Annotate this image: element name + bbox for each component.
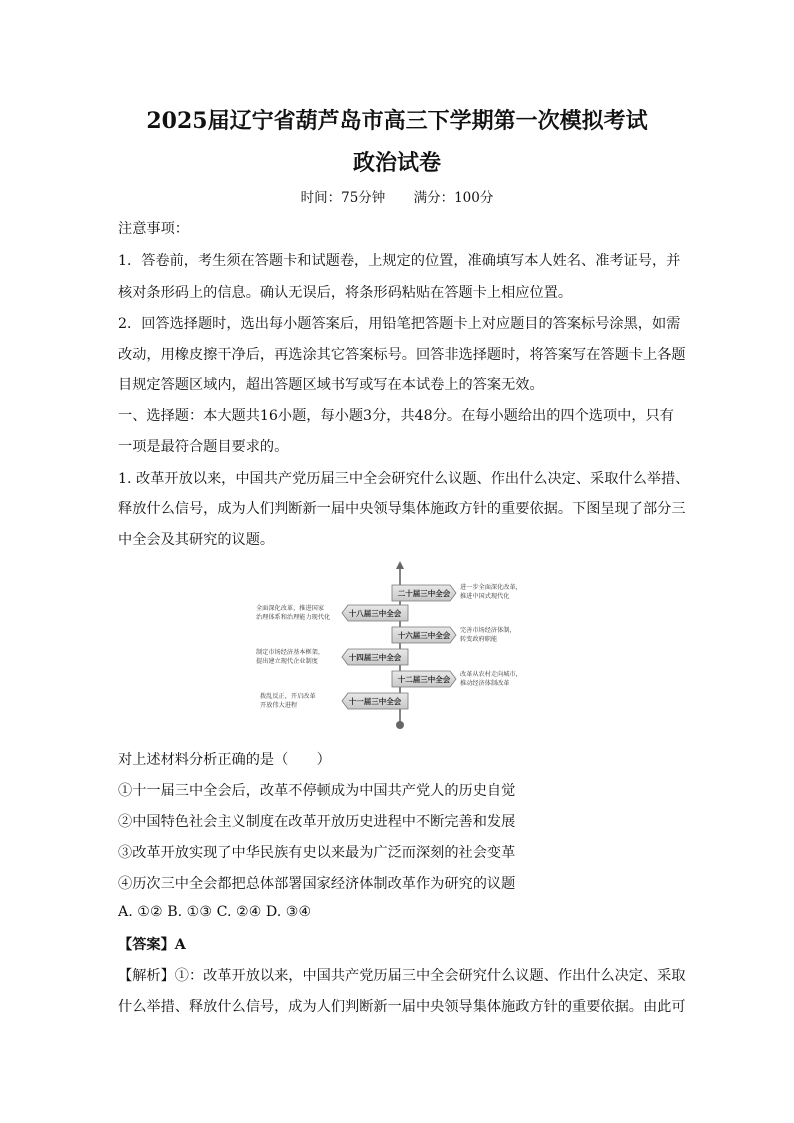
section-heading-line-2: 一项是最符合题目要求的。 (118, 439, 289, 455)
node-16th-plenum (392, 627, 456, 643)
notice-heading: 注意事项： (118, 221, 189, 237)
svg-text:二十届三中全会: 二十届三中全会 (397, 589, 451, 598)
svg-text:推动经济体制改革: 推动经济体制改革 (460, 680, 510, 687)
notice-item-1-line-1: 1．答卷前，考生须在答题卡和试题卷，上规定的位置，准确填写本人姓名、准考证号，并 (118, 253, 681, 269)
statement-2: ②中国特色社会主义制度在改革开放历史进程中不断完善和发展 (118, 814, 516, 830)
timeline-origin-dot (396, 721, 404, 729)
svg-text:十八届三中全会: 十八届三中全会 (348, 609, 402, 618)
caption-18th (256, 604, 330, 621)
svg-text:全面深化改革，推进国家: 全面深化改革，推进国家 (256, 605, 325, 612)
answer-options: A. ①② B. ①③ C. ②④ D. ③④ (118, 904, 312, 920)
caption-12th (460, 670, 522, 687)
question-1-stem-line-1: 1. 改革开放以来，中国共产党历届三中全会研究什么议题、作出什么决定、采取什么举措、 (118, 471, 690, 487)
caption-11th (260, 692, 316, 709)
svg-text:推进中国式现代化: 推进中国式现代化 (460, 593, 510, 600)
svg-text:转变政府职能: 转变政府职能 (460, 636, 498, 643)
svg-text:提出建立现代企业制度: 提出建立现代企业制度 (256, 658, 318, 665)
statement-1: ①十一届三中全会后，改革不停顿成为中国共产党人的历史自觉 (118, 783, 516, 799)
svg-text:开放伟大进程: 开放伟大进程 (260, 702, 298, 709)
svg-text:制定市场经济基本框架，: 制定市场经济基本框架， (256, 649, 325, 656)
svg-text:治理体系和治理能力现代化: 治理体系和治理能力现代化 (256, 614, 331, 621)
svg-text:拨乱反正，开启改革: 拨乱反正，开启改革 (260, 693, 316, 700)
notice-item-1-line-2: 核对条形码上的信息。确认无误后，将条形码粘贴在答题卡上相应位置。 (118, 285, 573, 301)
node-20th-plenum (392, 585, 456, 601)
question-1-stem-line-3: 中全会及其研究的议题。 (118, 532, 275, 548)
statement-3: ③改革开放实现了中华民族有史以来最为广泛而深刻的社会变革 (118, 845, 516, 861)
section-heading-line-1: 一、选择题：本大题共16小题，每小题3分，共48分。在每小题给出的四个选项中，只有 (118, 408, 674, 424)
notice-item-2-line-3: 目规定答题区域内，超出答题区域书写或写在本试卷上的答案无效。 (118, 377, 544, 393)
timeline-arrow-icon (396, 561, 404, 569)
plenum-timeline-diagram (254, 561, 544, 733)
svg-text:完善市场经济体制，: 完善市场经济体制， (460, 627, 516, 634)
node-12th-plenum (392, 671, 456, 687)
exam-subtitle: 政治试卷 (352, 150, 441, 176)
caption-16th (460, 626, 516, 643)
analysis-line-2: 什么举措、释放什么信号，成为人们判断新一届中央领导集体施政方针的重要依据。由此可 (118, 999, 686, 1015)
svg-text:十一届三中全会: 十一届三中全会 (348, 697, 402, 706)
exam-title: 2025届辽宁省葫芦岛市高三下学期第一次模拟考试 (146, 108, 648, 134)
node-11th-plenum (342, 693, 408, 709)
svg-text:改革从农村走向城市，: 改革从农村走向城市， (460, 671, 522, 678)
caption-20th (460, 583, 522, 600)
svg-text:进一步全面深化改革，: 进一步全面深化改革， (460, 584, 522, 591)
exam-score: 满分：100分 (413, 190, 494, 206)
exam-time: 时间：75分钟 (300, 190, 386, 206)
notice-item-2-line-2: 改动，用橡皮擦干净后，再选涂其它答案标号。回答非选择题时，将答案写在答题卡上各题 (118, 347, 686, 363)
question-1-stem-line-2: 释放什么信号，成为人们判断新一届中央领导集体施政方针的重要依据。下图呈现了部分三 (118, 501, 686, 517)
svg-text:十四届三中全会: 十四届三中全会 (348, 653, 402, 662)
svg-text:十六届三中全会: 十六届三中全会 (397, 631, 451, 640)
node-14th-plenum (342, 649, 408, 665)
question-1-prompt: 对上述材料分析正确的是（ ） (118, 752, 331, 768)
analysis-line-1: 【解析】①：改革开放以来，中国共产党历届三中全会研究什么议题、作出什么决定、采取 (118, 968, 686, 984)
node-18th-plenum (342, 605, 408, 621)
statement-4: ④历次三中全会都把总体部署国家经济体制改革作为研究的议题 (118, 876, 516, 892)
answer-line: 【答案】A (118, 937, 186, 953)
caption-14th (256, 648, 324, 665)
exam-meta (0, 186, 794, 206)
svg-text:十二届三中全会: 十二届三中全会 (397, 675, 451, 684)
notice-item-2-line-1: 2．回答选择题时，选出每小题答案后，用铅笔把答题卡上对应题目的答案标号涂黑，如需 (118, 316, 681, 332)
